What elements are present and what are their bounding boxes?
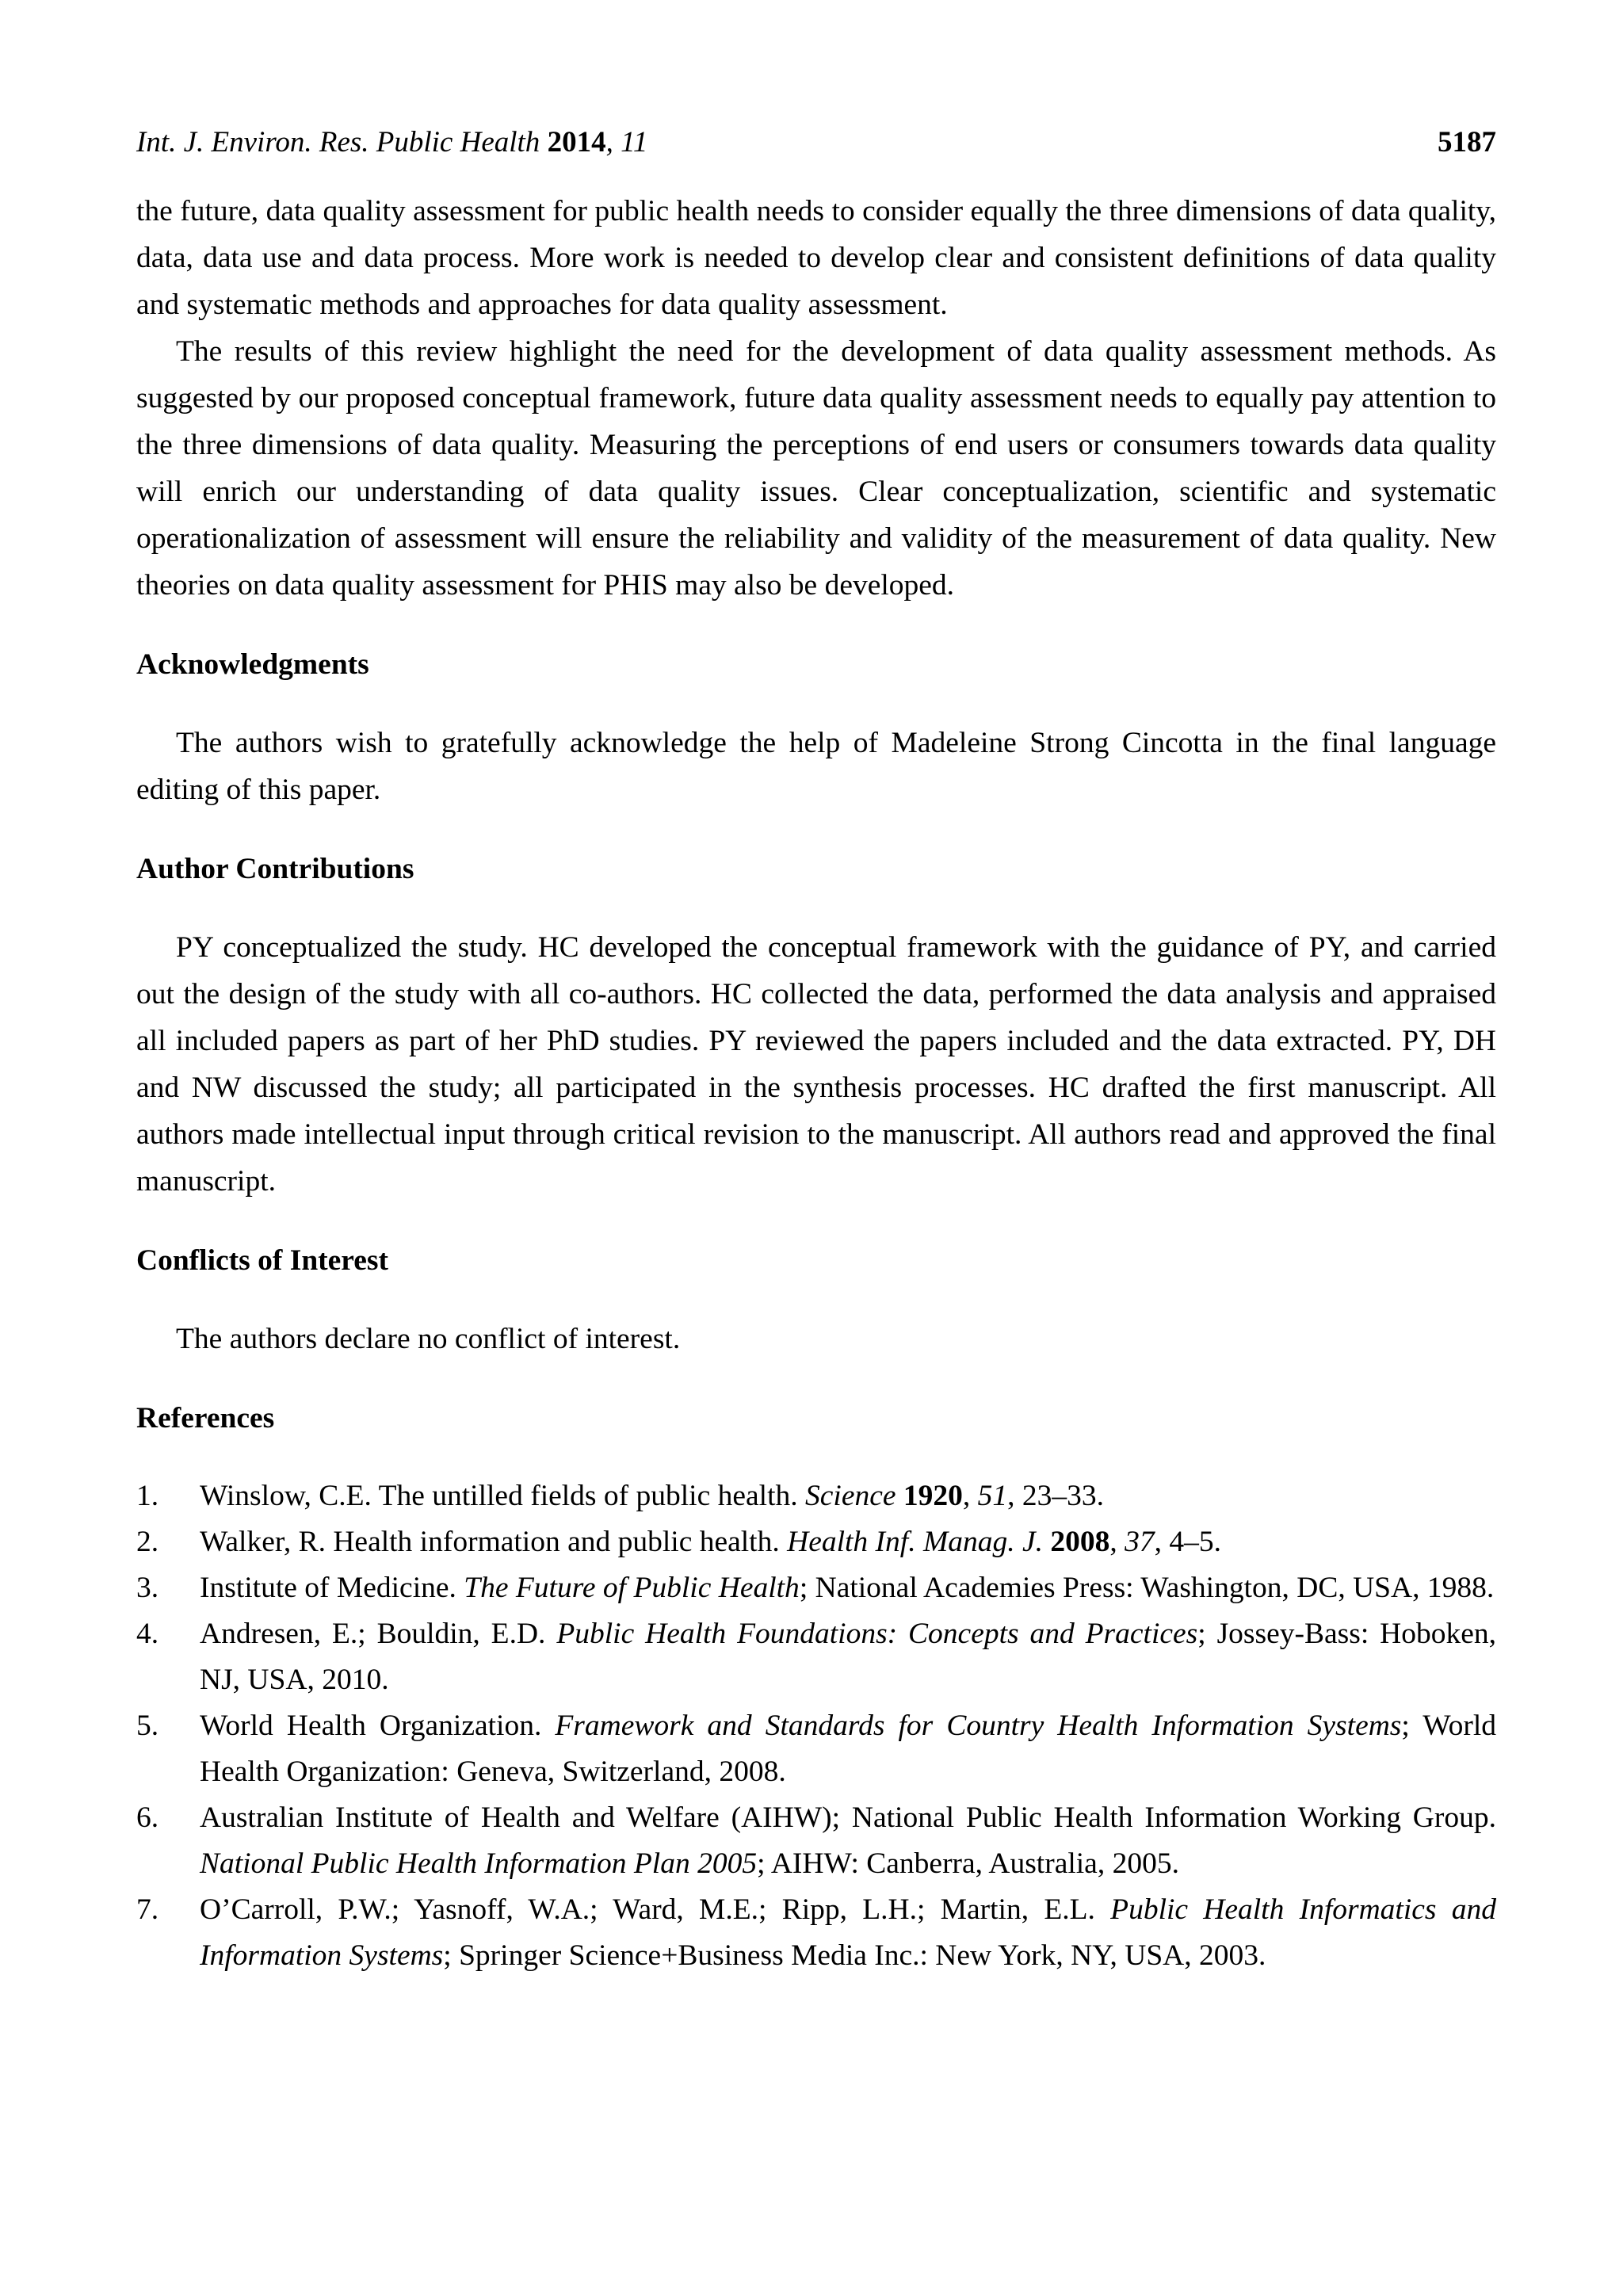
- reference-item: 3. Institute of Medicine. The Future of Public Health; National Academies Press: Washington, DC, USA, 1988.: [136, 1565, 1496, 1611]
- reference-title: National Public Health Information Plan 2005: [200, 1847, 758, 1880]
- reference-title: Public Health Informatics and Information Systems: [200, 1893, 1496, 1972]
- intro-paragraph-results: The results of this review highlight the need for the development of data quality assessment methods. As suggested by our proposed conceptual framework, future data quality assessment needs to equally pay attention to the three dimensions of data quality. Measuring the perceptions of end users or consumers towards data quality will enrich our understanding of data quality issues. Clear conceptualization, scientific and systematic operationalization of assessment will ensure the reliability and validity of the measurement of data quality. New theories on data quality assessment for PHIS may also be developed.: [136, 335, 1496, 602]
- reference-number: 7.: [136, 1893, 159, 1926]
- reference-volume: 51: [977, 1480, 1008, 1512]
- intro-paragraph-continued: the future, data quality assessment for public health needs to consider equally the three dimensions of data quality, data, data use and data process. More work is needed to develop clear and consistent definitions of data quality and systematic methods and approaches for data quality assessment.: [136, 195, 1496, 321]
- reference-number: 3.: [136, 1572, 159, 1604]
- reference-volume: 37: [1125, 1526, 1155, 1558]
- reference-item: 6. Australian Institute of Health and Welfare (AIHW); National Public Health Information Working Group. National Public Health Information Plan 2005; AIHW: Canberra, Australia, 2005.: [136, 1795, 1496, 1887]
- reference-title: Framework and Standards for Country Health Information Systems: [555, 1710, 1402, 1742]
- paper-page: [136, 119, 1496, 1979]
- reference-item: 4. Andresen, E.; Bouldin, E.D. Public Health Foundations: Concepts and Practices; Jossey-Bass: Hoboken, NJ, USA, 2010.: [136, 1611, 1496, 1703]
- reference-number: 6.: [136, 1801, 159, 1834]
- reference-title: Public Health Foundations: Concepts and Practices: [556, 1618, 1198, 1650]
- running-header: [136, 119, 1496, 166]
- journal-year: 2014: [547, 126, 606, 159]
- author-contributions-text: PY conceptualized the study. HC developed the conceptual framework with the guidance of PY, and carried out the design of the study with all co-authors. HC collected the data, performed the data analysis and appraised all included papers as part of her PhD studies. PY reviewed the papers included and the data extracted. PY, DH and NW discussed the study; all participated in the synthesis processes. HC drafted the first manuscript. All authors made intellectual input through critical revision to the manuscript. All authors read and approved the final manuscript.: [136, 931, 1496, 1198]
- reference-item: 7. O’Carroll, P.W.; Yasnoff, W.A.; Ward, M.E.; Ripp, L.H.; Martin, E.L. Public Health Informatics and Information Systems; Springer Science+Business Media Inc.: New York, NY, USA, 2003.: [136, 1887, 1496, 1979]
- page-number: 5187: [1438, 126, 1496, 159]
- author-contributions-heading: Author Contributions: [136, 853, 414, 885]
- references-heading: References: [136, 1402, 275, 1435]
- reference-number: 2.: [136, 1526, 159, 1558]
- reference-list: [136, 1473, 1496, 1979]
- reference-year: 2008: [1050, 1526, 1110, 1558]
- conflicts-text: The authors declare no conflict of interest.: [176, 1323, 681, 1355]
- reference-item: 2. Walker, R. Health information and public health. Health Inf. Manag. J. 2008, 37, 4–5.: [136, 1519, 1496, 1565]
- reference-number: 5.: [136, 1710, 159, 1742]
- reference-title: The Future of Public Health: [464, 1572, 800, 1604]
- reference-item: 5. World Health Organization. Framework and Standards for Country Health Information Systems; World Health Organization: Geneva, Switzerland, 2008.: [136, 1703, 1496, 1795]
- reference-journal: Science: [805, 1480, 896, 1512]
- journal-volume: 11: [621, 126, 648, 159]
- reference-journal: Health Inf. Manag. J.: [787, 1526, 1043, 1558]
- acknowledgments-text: The authors wish to gratefully acknowledge the help of Madeleine Strong Cincotta in the final language editing of this paper.: [136, 727, 1496, 806]
- reference-item: 1. Winslow, C.E. The untilled fields of public health. Science 1920, 51, 23–33.: [136, 1473, 1496, 1519]
- reference-number: 1.: [136, 1480, 159, 1512]
- conflicts-heading: Conflicts of Interest: [136, 1244, 388, 1277]
- journal-citation: Int. J. Environ. Res. Public Health 2014, 11: [136, 126, 648, 159]
- acknowledgments-heading: Acknowledgments: [136, 648, 369, 681]
- reference-year: 1920: [903, 1480, 963, 1512]
- reference-number: 4.: [136, 1618, 159, 1650]
- journal-name: Int. J. Environ. Res. Public Health: [136, 126, 540, 159]
